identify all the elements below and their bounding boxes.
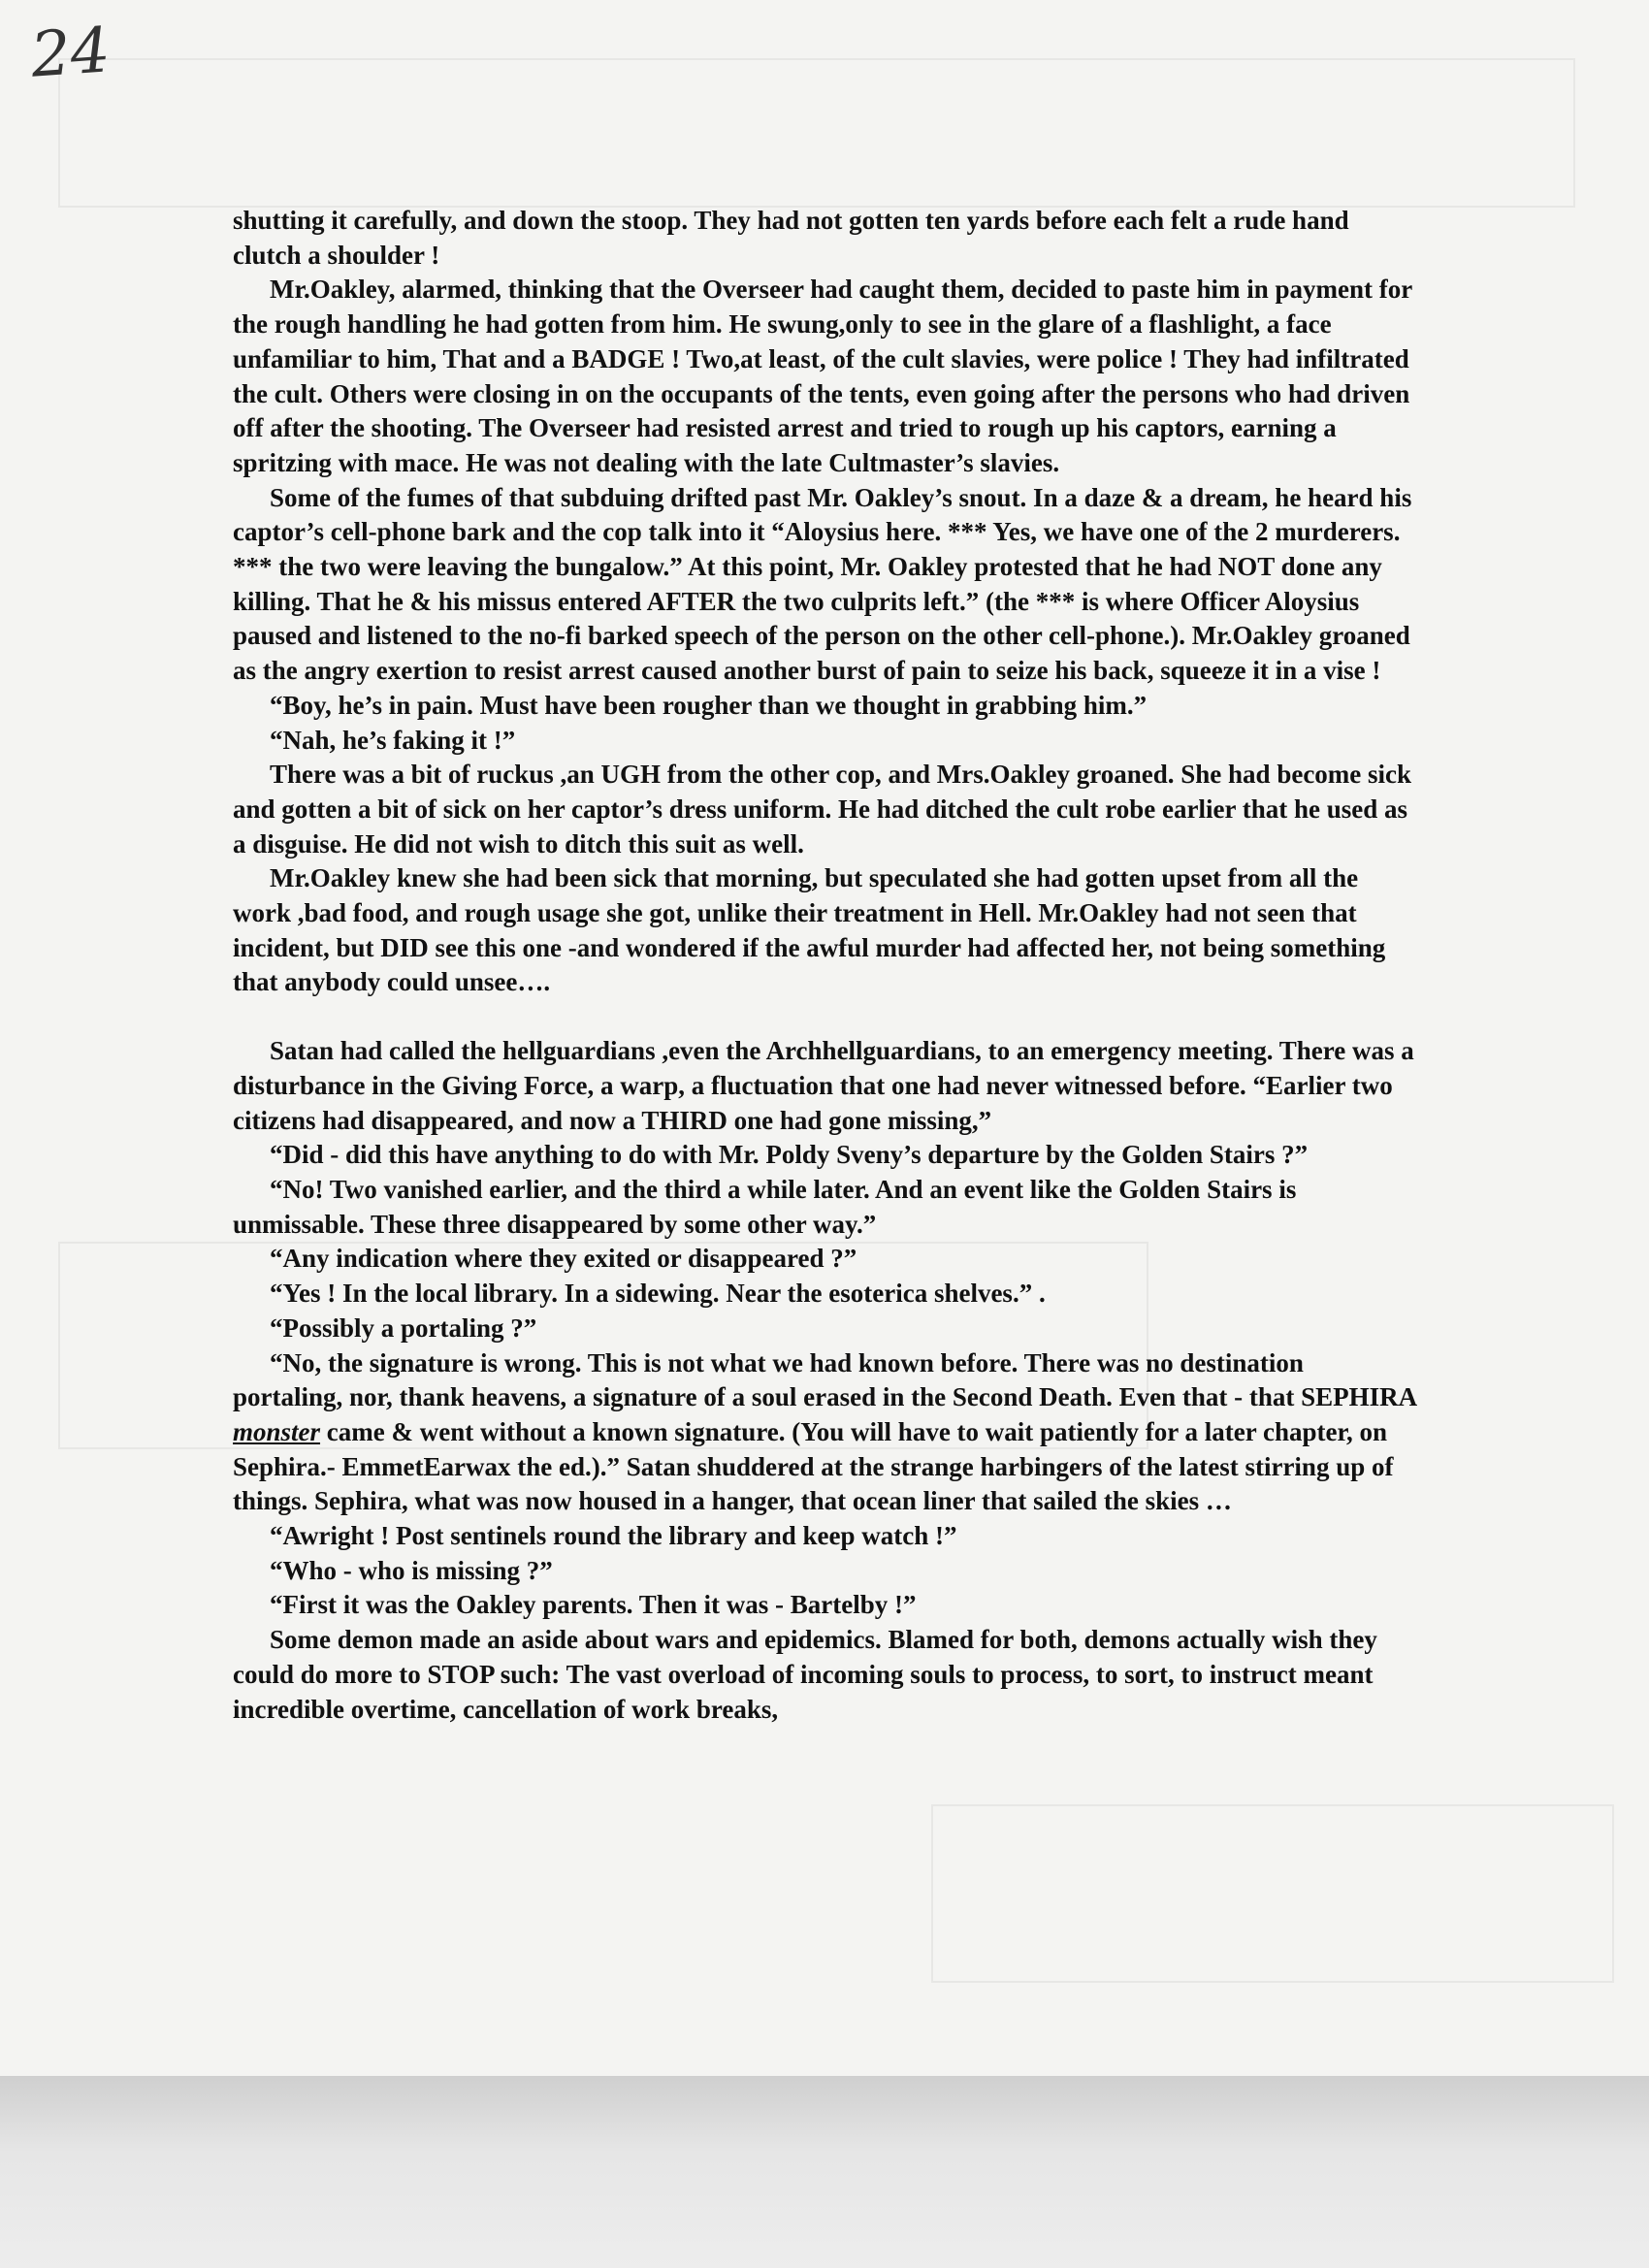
paragraph: “Nah, he’s faking it !”	[270, 725, 516, 755]
body-text	[233, 204, 1416, 1727]
paragraph-text: came & went without a known signature. (You will have to wait patiently for a later chapter, on Sephira.- EmmetEarwax the ed.).” Satan shuddered at the strange harbingers of the latest stirring up of things. Sephira, what was now housed in a hanger, that ocean liner that sailed the skies …	[233, 1416, 1394, 1516]
paragraph: Mr.Oakley, alarmed, thinking that the Overseer had caught them, decided to paste him in payment for the rough handling he had gotten from him. He swung,only to see in the glare of a flashlight, a face unfamiliar to him, That and a BADGE ! Two,at least, of the cult slavies, were police ! They had infiltrated the cult. Others were closing in on the occupants of the tents, even going after the persons who had driven off after the shooting. The Overseer had resisted arrest and tried to rough up his captors, earning a spritzing with mace. He was not dealing with the late Cultmaster’s slavies.	[233, 275, 1412, 477]
scanner-bed-edge	[0, 2076, 1649, 2268]
paragraph: “Awright ! Post sentinels round the library and keep watch !”	[270, 1521, 957, 1551]
paragraph: “No! Two vanished earlier, and the third a while later. And an event like the Golden Stairs is unmissable. These three disappeared by some other way.”	[233, 1174, 1297, 1239]
paragraph: shutting it carefully, and down the stoop. They had not gotten ten yards before each felt a rude hand clutch a shoulder !	[233, 206, 1349, 270]
paragraph: Some demon made an aside about wars and epidemics. Blamed for both, demons actually wish they could do more to STOP such: The vast overload of incoming souls to process, to sort, to instruct meant incredible overtime, cancellation of work breaks,	[233, 1625, 1377, 1724]
paragraph: “Boy, he’s in pain. Must have been rougher than we thought in grabbing him.”	[270, 690, 1148, 720]
emphasized-word: monster	[233, 1416, 321, 1446]
paragraph: Some of the fumes of that subduing drifted past Mr. Oakley’s snout. In a daze & a dream, he heard his captor’s cell-phone bark and the cop talk into it “Aloysius here. *** Yes, we have one of the 2 murderers. *** the two were leaving the bungalow.” At this point, Mr. Oakley protested that he had NOT done any killing. That he & his missus entered AFTER the two culprits left.” (the *** is where Officer Aloysius paused and listened to the no-fi barked speech of the person on the other cell-phone.). Mr.Oakley groaned as the angry exertion to resist arrest caused another burst of pain to seize his back, squeeze it in a vise !	[233, 482, 1412, 686]
paragraph: “First it was the Oakley parents. Then it was - Bartelby !”	[270, 1590, 917, 1620]
paragraph: Satan had called the hellguardians ,even the Archhellguardians, to an emergency meeting. There was a disturbance in the Giving Force, a warp, a fluctuation that one had never witnessed before. “Earlier two citizens had disappeared, and now a THIRD one had gone missing,”	[233, 1036, 1414, 1135]
paragraph: “Who - who is missing ?”	[270, 1555, 553, 1585]
paragraph: “Any indication where they exited or disappeared ?”	[270, 1244, 857, 1274]
paragraph-text: “No, the signature is wrong. This is not what we had known before. There was no destination portaling, nor, thank heavens, a signature of a soul erased in the Second Death. Even that - that SEPHIRA	[233, 1347, 1416, 1412]
paragraph: Mr.Oakley knew she had been sick that morning, but speculated she had gotten upset from all the work ,bad food, and rough usage she got, unlike their treatment in Hell. Mr.Oakley had not seen that incident, but DID see this one -and wondered if the awful murder had affected her, not being something that anybody could unsee….	[233, 863, 1386, 997]
bleed-through-form-box	[931, 1804, 1614, 1983]
paragraph: “Yes ! In the local library. In a sidewing. Near the esoterica shelves.” .	[270, 1279, 1046, 1309]
paragraph	[233, 1346, 1416, 1520]
paragraph: “Possibly a portaling ?”	[270, 1312, 537, 1343]
paragraph: There was a bit of ruckus ,an UGH from the other cop, and Mrs.Oakley groaned. She had become sick and gotten a bit of sick on her captor’s dress uniform. He had ditched the cult robe earlier that he used as a disguise. He did not wish to ditch this suit as well.	[233, 760, 1412, 859]
bleed-through-form-box	[58, 58, 1575, 208]
paragraph: “Did - did this have anything to do with Mr. Poldy Sveny’s departure by the Golden Stairs ?”	[270, 1140, 1309, 1170]
page-number-handwritten: 24	[28, 15, 113, 92]
